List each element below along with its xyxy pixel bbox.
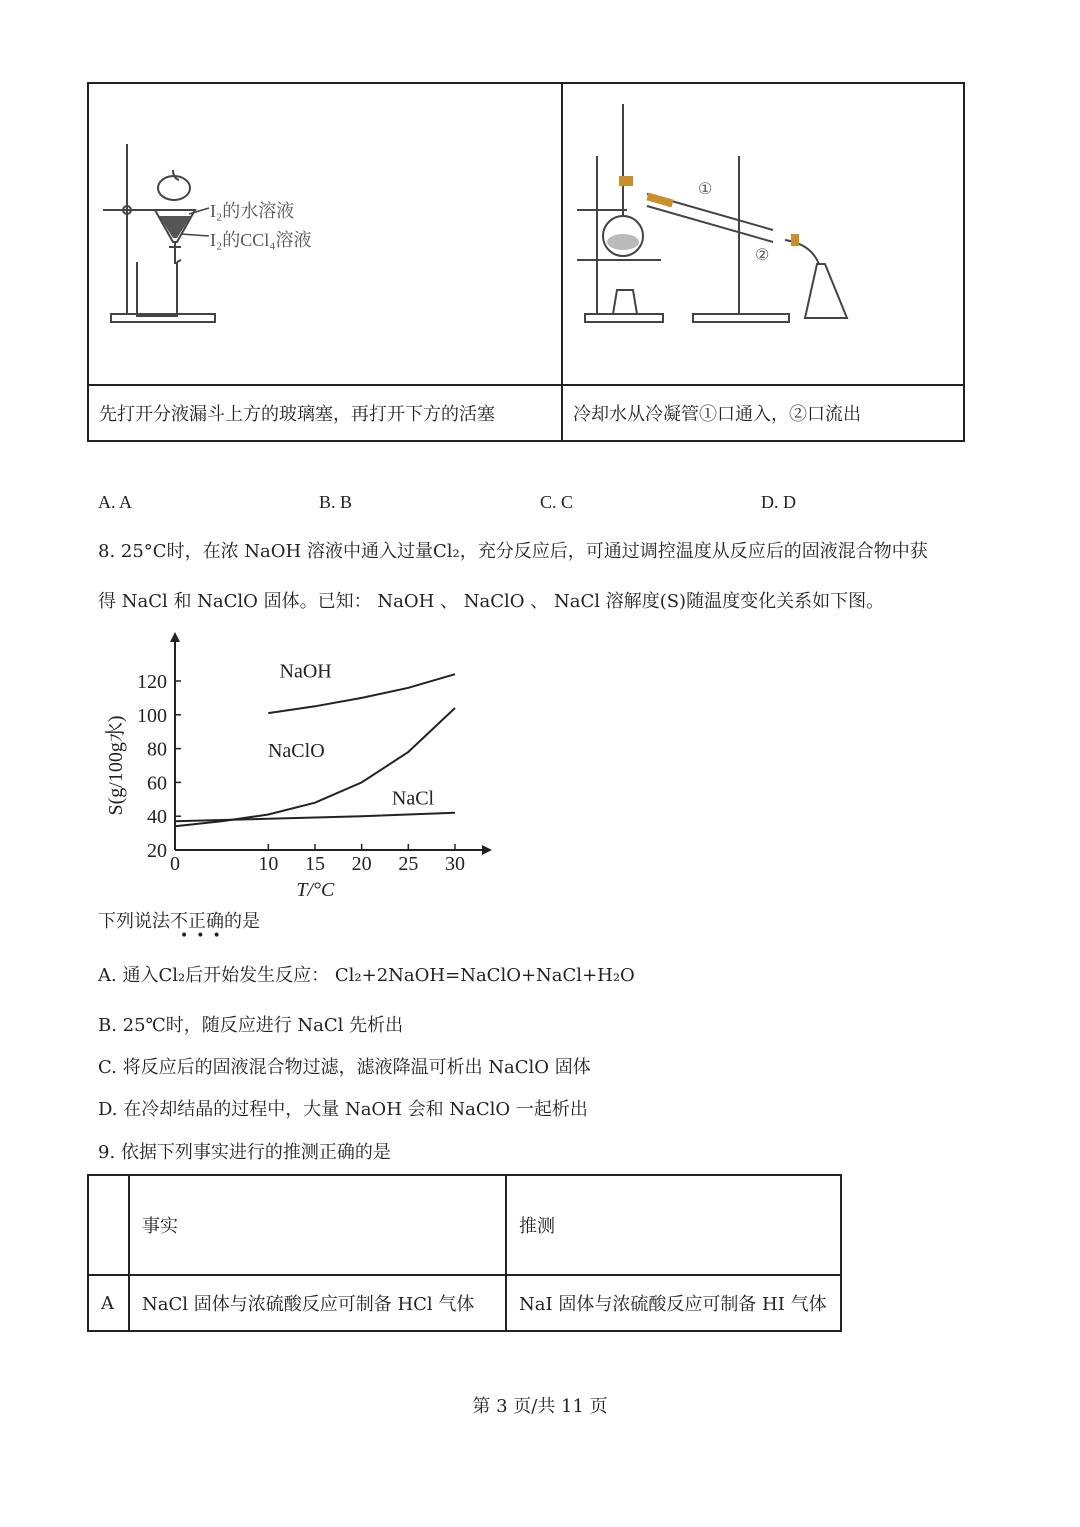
- q9-header-fact: 事实: [129, 1175, 506, 1275]
- y-tick-label: 40: [147, 806, 167, 829]
- series-line-nacl: [175, 813, 455, 822]
- q7-apparatus-table: [87, 82, 965, 442]
- separating-funnel-cell: [88, 83, 562, 385]
- separating-funnel-caption: 先打开分液漏斗上方的玻璃塞，再打开下方的活塞: [88, 385, 562, 441]
- x-tick-label: 20: [351, 853, 372, 875]
- y-axis-arrow: [170, 632, 180, 642]
- q8-option-a: A. 通入Cl₂后开始发生反应： Cl₂+2NaOH=NaClO+NaCl+H₂O: [98, 965, 635, 986]
- series-label-naclo: NaClO: [267, 740, 325, 763]
- distillation-cell: [562, 83, 964, 385]
- y-tick-label: 120: [137, 671, 167, 693]
- condenser-outlet-mark: ②: [755, 245, 770, 264]
- distillation-figure: [563, 84, 963, 380]
- q9-stem: 9. 依据下列事实进行的推测正确的是: [98, 1142, 391, 1163]
- q8-question: 下列说法不正确的是: [98, 911, 260, 932]
- label-i2-aqueous: I₂的水溶液: [210, 201, 295, 221]
- q7-option-b: B. B: [319, 492, 353, 512]
- q7-option-c: C. C: [540, 492, 574, 512]
- q7-option-d: D. D: [761, 492, 796, 512]
- q9-row-inference: NaI 固体与浓硫酸反应可制备 HI 气体: [506, 1275, 841, 1331]
- q8-option-d: D. 在冷却结晶的过程中，大量 NaOH 会和 NaClO 一起析出: [98, 1099, 588, 1120]
- x-tick-label: 30: [445, 853, 465, 875]
- condenser-inlet-mark: ①: [698, 179, 713, 198]
- x-axis-label: T/°C: [296, 879, 335, 901]
- q8-option-b: B. 25℃时，随反应进行 NaCl 先析出: [98, 1015, 404, 1036]
- q9-table: [87, 1174, 842, 1332]
- separating-funnel-figure: [89, 84, 561, 380]
- series-label-nacl: NaCl: [391, 787, 435, 810]
- y-tick-label: 60: [147, 772, 167, 795]
- x-axis-arrow: [482, 845, 492, 855]
- solubility-chart: [90, 628, 510, 906]
- q9-header-inference: 推测: [506, 1175, 841, 1275]
- q8-stem-line2: 得 NaCl 和 NaClO 固体。已知： NaOH 、 NaClO 、 NaCl 溶解度(S)随温度变化关系如下图。: [98, 591, 885, 612]
- label-i2-ccl4: I₂的CCl₄溶液: [210, 230, 312, 250]
- q8-stem-line1: 8. 25°C时，在浓 NaOH 溶液中通入过量Cl₂，充分反应后，可通过调控温度从反应后的固液混合物中获: [98, 541, 928, 562]
- distillation-caption: 冷却水从冷凝管①口通入，②口流出: [562, 385, 964, 441]
- y-tick-label: 20: [147, 840, 167, 862]
- x-tick-label: 10: [258, 853, 279, 875]
- emphasis-dots: •••: [180, 928, 229, 944]
- q9-row-label: A: [88, 1275, 129, 1331]
- table-row: [88, 1275, 841, 1331]
- x-tick-label: 0: [170, 853, 180, 875]
- page-footer: 第 3 页/共 11 页: [472, 1396, 608, 1417]
- y-tick-label: 80: [147, 738, 167, 761]
- q8-option-c: C. 将反应后的固液混合物过滤，滤液降温可析出 NaClO 固体: [98, 1057, 591, 1078]
- y-axis-label: S(g/100g水): [105, 715, 127, 816]
- y-tick-label: 100: [137, 704, 167, 727]
- series-label-naoh: NaOH: [279, 660, 332, 683]
- q7-option-a: A. A: [98, 492, 133, 512]
- x-tick-label: 25: [398, 853, 419, 875]
- q9-header-blank: [88, 1175, 129, 1275]
- q9-row-fact: NaCl 固体与浓硫酸反应可制备 HCl 气体: [129, 1275, 506, 1331]
- x-tick-label: 15: [305, 853, 325, 875]
